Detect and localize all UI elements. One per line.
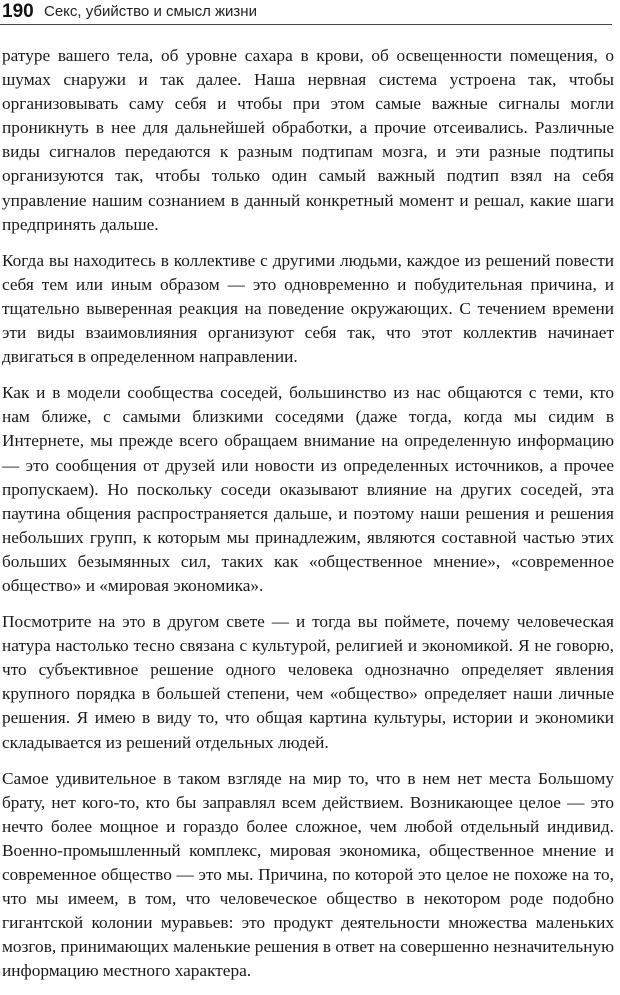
paragraph-2: Когда вы находитесь в коллективе с другими людьми, каждое из решений повести себя тем или иным образом — это одновременно и побудительная причина, и тщательно выверенная реакция на поведение окружающих. С течением времени эти виды взаимовлияния организуют себя так, что этот коллектив начинает двигаться в определенном направлении. xyxy=(2,250,614,367)
page-number: 190 xyxy=(2,1,34,22)
header-divider xyxy=(0,24,612,25)
paragraph-5: Самое удивительное в таком взгляде на мир то, что в нем нет места Большому брату, нет кого-то, кто бы заправлял всем действием. Возникающее целое — это нечто более мощное и гораздо более сложное, чем любой отдельный индивид. Военно-промышленный комплекс, мировая экономика, общественное мнение и современное общество — это мы. Причина, по которой это целое не похоже на то, что мы имеем, в том, что человеческое общество в некотором роде подобно гигантской колонии муравьев: это продукт деятельности множества маленьких мозгов, принимающих маленькие решения в ответ на совершенно незначительную информацию местного характера. xyxy=(2,768,614,981)
paragraph-1: ратуре вашего тела, об уровне сахара в крови, об освещенности помещения, о шумах снаружи и так далее. Наша нервная система устроена так, чтобы организовывать саму себя и чтобы при этом самые важные сигналы могли проникнуть в нее для дальнейшей обработки, а прочие отсеивались. Различные виды сигналов передаются к разным подтипам мозга, и эти разные подтипы организуются так, чтобы только один самый важный подтип взял на себя управление нашим сознанием в данный конкретный момент и решал, какие шаги предпринять дальше. xyxy=(2,46,614,234)
page-body xyxy=(2,44,614,995)
running-title: Секс, убийство и смысл жизни xyxy=(44,3,257,20)
paragraph-3: Как и в модели сообщества соседей, большинство из нас общаются с теми, кто нам ближе, с самыми близкими соседями (даже тогда, когда мы сидим в Интернете, мы прежде всего обращаем внимание на определенную информацию — это сообщения от друзей или новости из определенных источников, а прочее пропускаем). Но поскольку соседи оказывают влияние на других соседей, эта паутина общения распространяется дальше, и поэтому наши решения и решения небольших групп, к которым мы принадлежим, являются составной частью этих больших безымянных сил, таких как «общественное мнение», «современное общество» и «мировая экономика». xyxy=(2,383,614,595)
paragraph-4: Посмотрите на это в другом свете — и тогда вы поймете, почему человеческая натура настолько тесно связана с культурой, религией и экономикой. Я не говорю, что субъективное решение одного человека однозначно определяет явления крупного порядка в большей степени, чем «общество» определяет наши личные решения. Я имею в виду то, что общая картина культуры, истории и экономики складывается из решений отдельных людей. xyxy=(2,612,614,752)
page-header xyxy=(0,0,620,28)
